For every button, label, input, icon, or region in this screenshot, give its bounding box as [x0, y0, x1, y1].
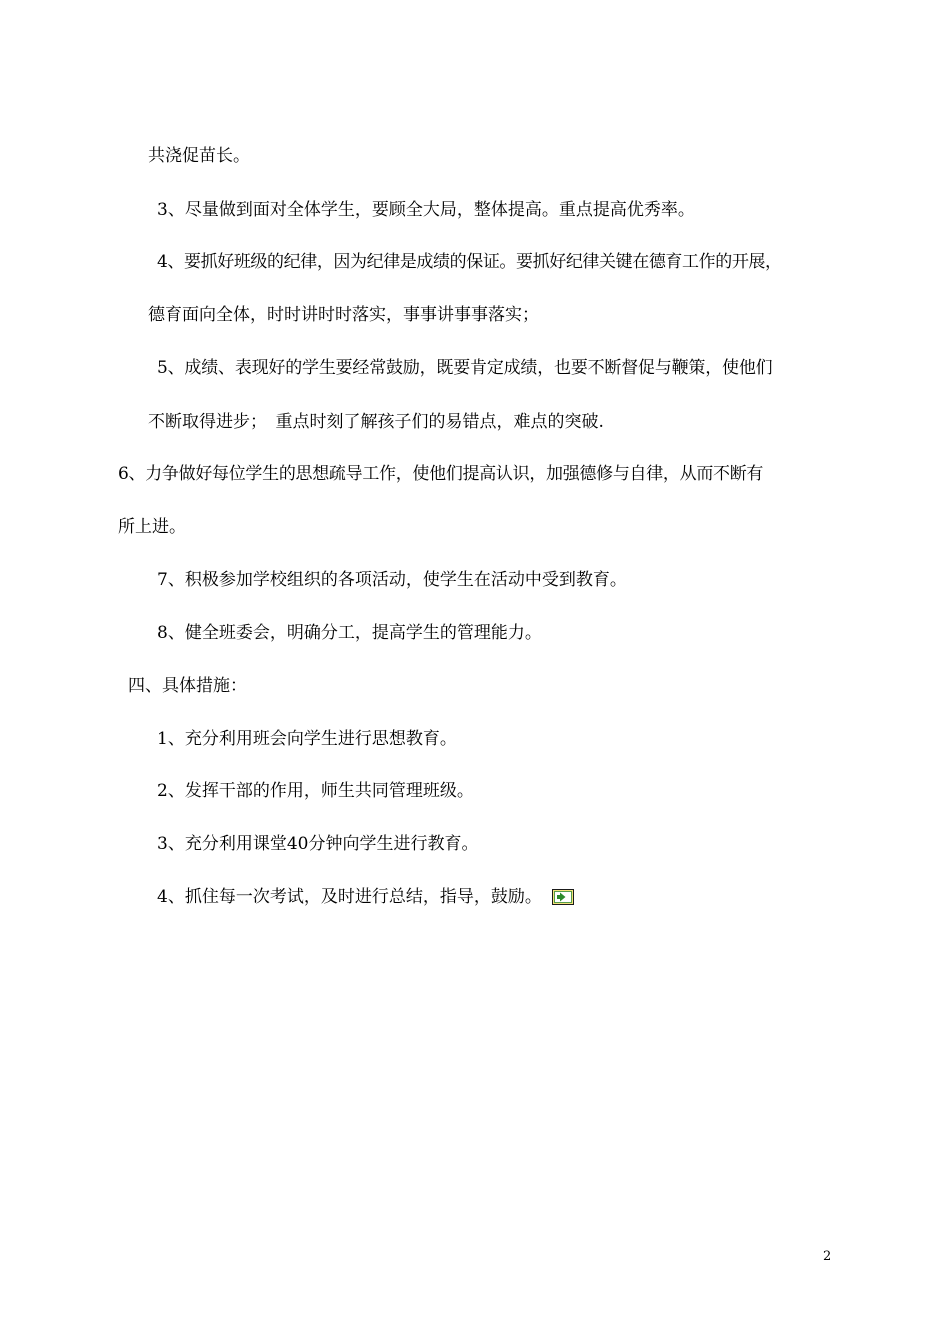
text-line-5: 5、成绩、表现好的学生要经常鼓励，既要肯定成绩，也要不断督促与鞭策，使他们	[157, 358, 773, 378]
text-line-7: 6、力争做好每位学生的思想疏导工作，使他们提高认识，加强德修与自律，从而不断有	[118, 464, 764, 484]
text-line-4: 德育面向全体，时时讲时时落实，事事讲事事落实；	[148, 305, 539, 325]
text-line-2: 3、尽量做到面对全体学生，要顾全大局，整体提高。重点提高优秀率。	[157, 200, 695, 220]
text-line-8: 所上进。	[118, 517, 186, 537]
return-arrow-icon[interactable]	[552, 888, 574, 904]
text-line-15-content: 4、抓住每一次考试，及时进行总结，指导，鼓励。	[157, 887, 542, 907]
text-line-1: 共浇促苗长。	[148, 146, 250, 166]
page-number: 2	[823, 1249, 832, 1264]
text-line-10: 8、健全班委会，明确分工，提高学生的管理能力。	[157, 623, 542, 643]
text-line-3: 4、要抓好班级的纪律，因为纪律是成绩的保证。要抓好纪律关键在德育工作的开展，	[157, 252, 782, 272]
section-heading: 四、具体措施：	[128, 676, 247, 696]
text-line-15	[157, 885, 574, 909]
text-line-14: 3、充分利用课堂40分钟向学生进行教育。	[157, 834, 479, 854]
text-line-9: 7、积极参加学校组织的各项活动，使学生在活动中受到教育。	[157, 570, 627, 590]
text-line-6: 不断取得进步； 重点时刻了解孩子们的易错点，难点的突破.	[148, 412, 604, 432]
text-line-12: 1、充分利用班会向学生进行思想教育。	[157, 729, 457, 749]
text-line-13: 2、发挥干部的作用，师生共同管理班级。	[157, 781, 474, 801]
